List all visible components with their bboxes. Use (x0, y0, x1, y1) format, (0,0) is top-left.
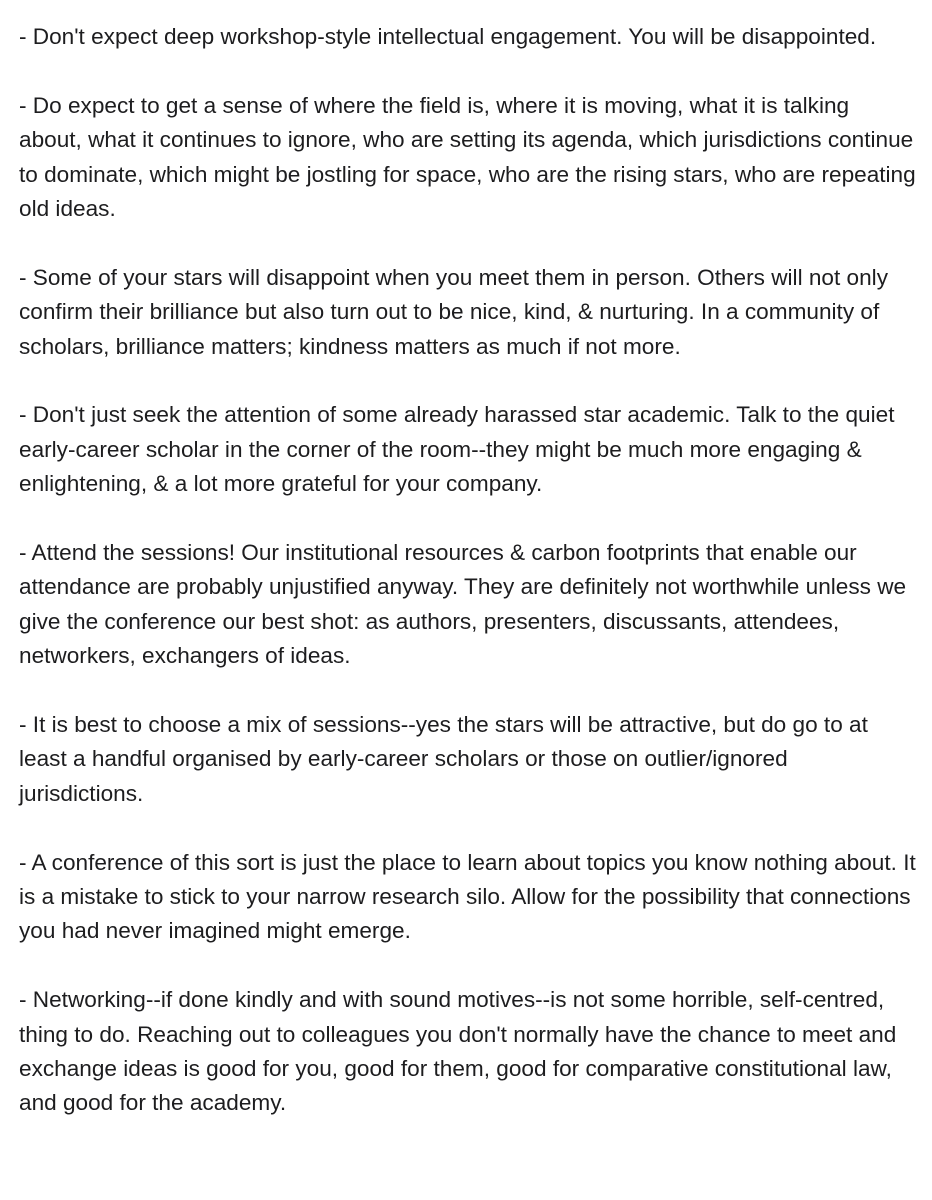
paragraph-field-sense: - Do expect to get a sense of where the field is, where it is moving, what it is talking about, what it continues to ignore, who are setting its agenda, which jurisdictions continue to dominate, which might be jostling for space, who are the rising stars, who are repeating old ideas. (19, 92, 916, 222)
post-body (19, 20, 918, 1121)
paragraph-stars-disappoint: - Some of your stars will disappoint when you meet them in person. Others will not only confirm their brilliance but also turn out to be nice, kind, & nurturing. In a community of scholars, brilliance matters; kindness matters as much if not more. (19, 264, 888, 359)
paragraph-workshop-engagement: - Don't expect deep workshop-style intellectual engagement. You will be disappointed. (19, 24, 877, 49)
paragraph-mix-of-sessions: - It is best to choose a mix of sessions--yes the stars will be attractive, but do go to at least a handful organised by early-career scholars or those on outlier/ignored jurisdictions. (19, 712, 868, 806)
paragraph-networking: - Networking--if done kindly and with sound motives--is not some horrible, self-centred, thing to do. Reaching out to colleagues you don't normally have the chance to meet and exchange ideas is good for you, good for them, good for comparative constitutional law, and good for the academy. (19, 987, 897, 1116)
paragraph-attend-sessions: - Attend the sessions! Our institutional resources & carbon footprints that enable our attendance are probably unjustified anyway. They are definitely not worthwhile unless we give the conference our best shot: as authors, presenters, discussants, attendees, networkers, exchangers of ideas. (19, 540, 907, 669)
paragraph-learn-topics: - A conference of this sort is just the place to learn about topics you know nothing about. It is a mistake to stick to your narrow research silo. Allow for the possibility that connections you had never imagined might emerge. (19, 849, 916, 944)
paragraph-early-career-scholar: - Don't just seek the attention of some already harassed star academic. Talk to the quiet early-career scholar in the corner of the room--they might be much more engaging & enlightening, & a lot more grateful for your company. (19, 402, 895, 497)
